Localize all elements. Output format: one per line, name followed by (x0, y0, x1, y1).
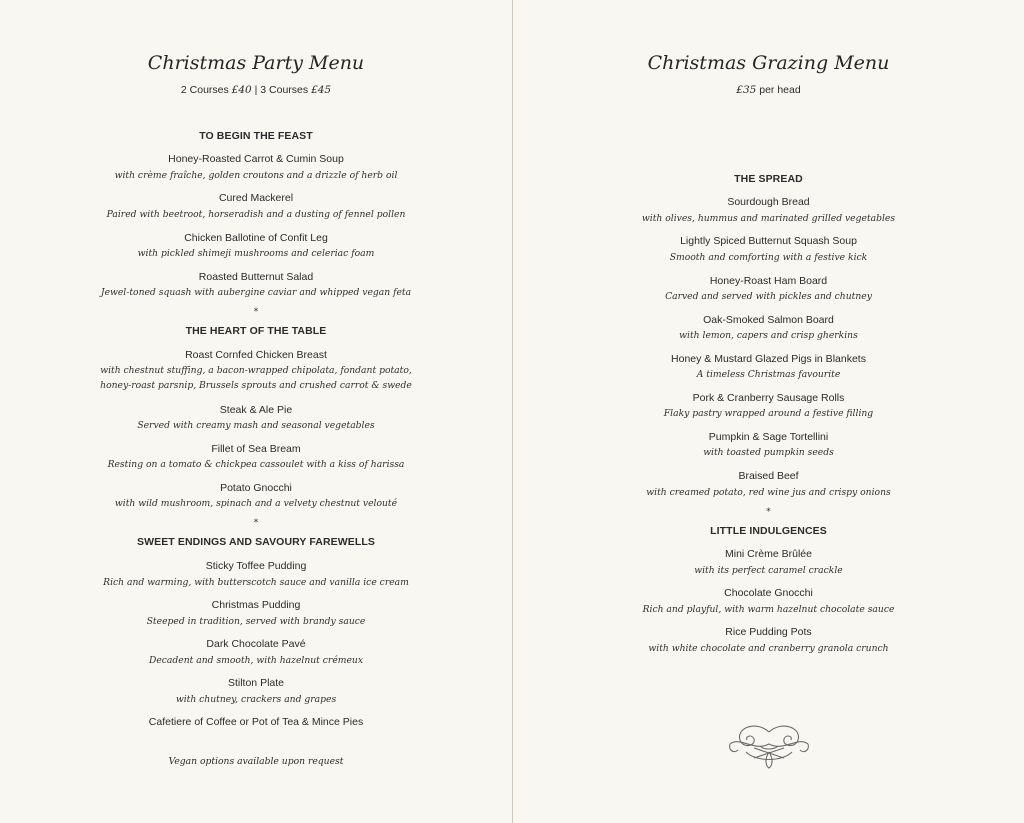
menu-item-description: with chutney, crackers and grapes (175, 694, 337, 705)
menu-item-description: with pickled shimeji mushrooms and celeriac foam (137, 248, 375, 259)
section-heading-indulgences: LITTLE INDULGENCES (710, 525, 827, 537)
menu-item-description: with creamed potato, red wine jus and crispy onions (646, 487, 891, 498)
page-title: Christmas Party Menu (147, 52, 365, 74)
menu-item-name: Stilton Plate (227, 677, 285, 689)
menu-item-description: with lemon, capers and crisp gherkins (679, 330, 858, 341)
menu-item-name: Mini Crème Brûlée (725, 548, 812, 560)
menu-item-description: Flaky pastry wrapped around a festive filling (663, 408, 874, 419)
menu-item-name: Potato Gnocchi (220, 482, 292, 494)
vegan-footnote: Vegan options available upon request (168, 756, 344, 767)
menu-item-description: Steeped in tradition, served with brandy sauce (146, 616, 366, 627)
menu-item-name: Honey-Roasted Carrot & Cumin Soup (168, 153, 344, 165)
menu-item-name: Pork & Cranberry Sausage Rolls (692, 392, 845, 404)
menu-item-name: Cafetiere of Coffee or Pot of Tea & Mince Pies (148, 716, 364, 728)
menu-item-description: honey-roast parsnip, Brussels sprouts and crushed carrot & swede (100, 380, 412, 391)
menu-item-description: Served with creamy mash and seasonal vegetables (137, 420, 375, 431)
flourish-ornament-icon (726, 722, 812, 770)
menu-item-name: Oak-Smoked Salmon Board (703, 314, 834, 326)
menu-item-description: Smooth and comforting with a festive kick (669, 252, 868, 263)
menu-item-name: Rice Pudding Pots (725, 626, 812, 638)
menu-item-description: with wild mushroom, spinach and a velvety chestnut velouté (114, 498, 398, 509)
pricing-two-courses-label: 2 Courses (180, 84, 232, 96)
menu-item-name: Sourdough Bread (727, 196, 810, 208)
menu-item-name: Dark Chocolate Pavé (206, 638, 306, 650)
menu-item-name: Steak & Ale Pie (219, 404, 293, 416)
menu-item-name: Roasted Butternut Salad (198, 271, 314, 283)
menu-item-description: with its perfect caramel crackle (694, 565, 843, 576)
menu-item-name: Roast Cornfed Chicken Breast (185, 349, 327, 361)
menu-item-name: Cured Mackerel (218, 192, 294, 204)
section-heading-starters: TO BEGIN THE FEAST (199, 130, 313, 142)
menu-item-description: with olives, hummus and marinated grilled vegetables (641, 213, 896, 224)
menu-item-name: Pumpkin & Sage Tortellini (708, 431, 829, 443)
menu-item-description: Resting on a tomato & chickpea cassoulet with a kiss of harissa (107, 459, 405, 470)
section-heading-spread: THE SPREAD (734, 173, 803, 185)
menu-item-name: Honey & Mustard Glazed Pigs in Blankets (671, 353, 866, 365)
menu-item-description: with chestnut stuffing, a bacon-wrapped chipolata, fondant potato, (100, 365, 412, 376)
section-heading-desserts: SWEET ENDINGS AND SAVOURY FAREWELLS (136, 536, 376, 548)
pricing-three-courses-label: | 3 Courses (251, 84, 312, 96)
menu-item-name: Braised Beef (738, 470, 799, 482)
menu-item-name: Honey-Roast Ham Board (709, 275, 828, 287)
price-per-head: £35 (736, 84, 757, 96)
menu-item-name: Lightly Spiced Butternut Squash Soup (680, 235, 857, 247)
menu-item-name: Christmas Pudding (211, 599, 301, 611)
menu-item-description: Jewel-toned squash with aubergine caviar and whipped vegan feta (100, 287, 412, 298)
menu-pricing (0, 84, 512, 96)
menu-item-description: with crème fraîche, golden croutons and a drizzle of herb oil (114, 170, 398, 181)
section-separator-star: * (766, 507, 771, 517)
menu-item-description: Rich and playful, with warm hazelnut chocolate sauce (642, 604, 895, 615)
section-heading-mains: THE HEART OF THE TABLE (185, 325, 327, 337)
menu-item-description: Decadent and smooth, with hazelnut crémeux (148, 655, 364, 666)
section-separator-star: * (253, 307, 259, 317)
menu-item-name: Chicken Ballotine of Confit Leg (184, 232, 328, 244)
menu-item-name: Chocolate Gnocchi (724, 587, 813, 599)
menu-item-description: Rich and warming, with butterscotch sauce and vanilla ice cream (103, 577, 409, 588)
menu-pricing (513, 84, 1024, 96)
price-three-courses: £45 (311, 84, 332, 96)
menu-item-description: with white chocolate and cranberry granola crunch (648, 643, 889, 654)
menu-item-description: Paired with beetroot, horseradish and a dusting of fennel pollen (106, 209, 406, 220)
price-per-head-label: per head (756, 84, 801, 96)
menu-item-description: A timeless Christmas favourite (696, 369, 841, 380)
menu-item-name: Sticky Toffee Pudding (205, 560, 307, 572)
price-two-courses: £40 (231, 84, 252, 96)
menu-item-name: Fillet of Sea Bream (211, 443, 301, 455)
menu-item-description: with toasted pumpkin seeds (703, 447, 834, 458)
section-separator-star: * (253, 518, 259, 528)
menu-item-description: Carved and served with pickles and chutney (665, 291, 872, 302)
page-title: Christmas Grazing Menu (647, 52, 890, 74)
